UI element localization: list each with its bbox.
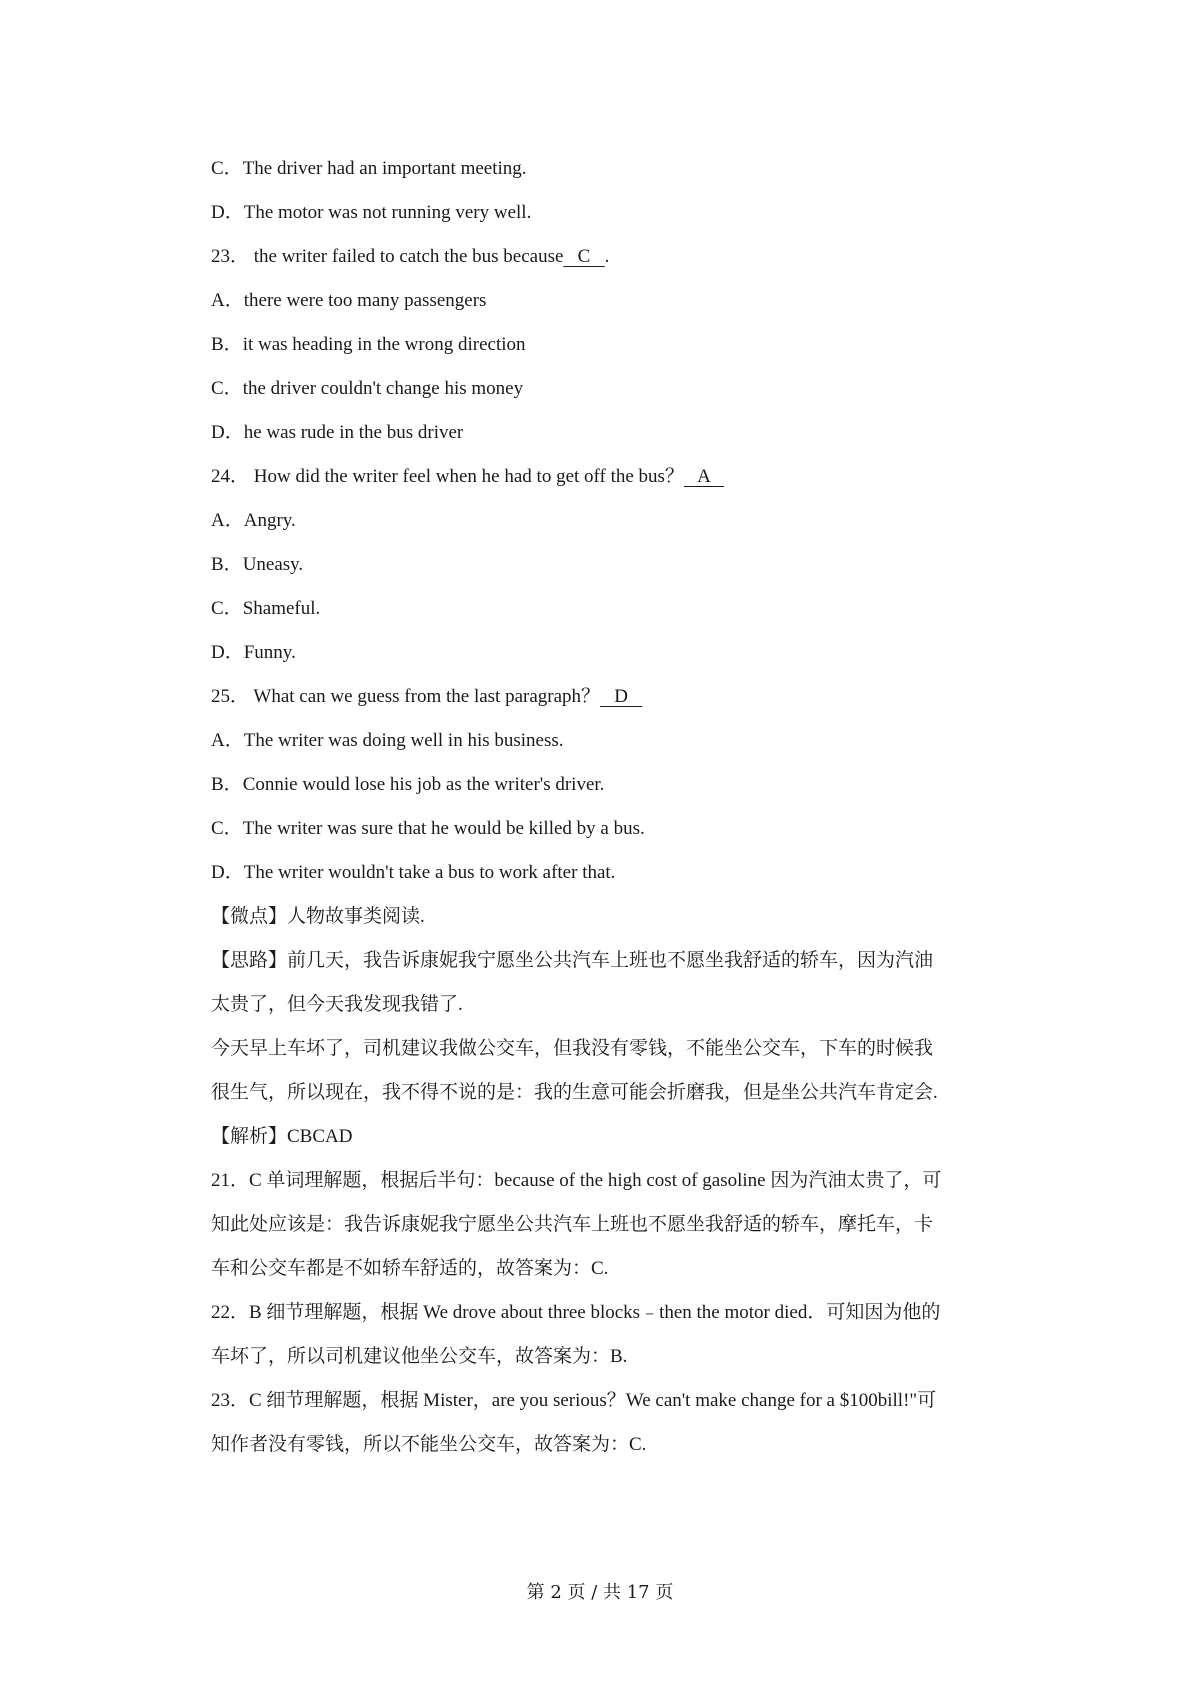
answer-23-line-1: 23．C 细节理解题，根据 Mister，are you serious？We can't make change for a $100bill!"可	[211, 1390, 937, 1411]
jiexi-heading: 【解析】CBCAD	[211, 1126, 353, 1147]
q24-stem: 24． How did the writer feel when he had to get off the bus？ A	[211, 463, 1031, 491]
answer-21-line-2: 知此处应该是：我告诉康妮我宁愿坐公共汽车上班也不愿坐我舒适的轿车，摩托车，卡	[211, 1214, 934, 1235]
q25-option-c: C．The writer was sure that he would be killed by a bus.	[211, 818, 645, 839]
q24-answer: A	[683, 466, 725, 487]
silu-line-3: 今天早上车坏了，司机建议我做公交车，但我没有零钱，不能坐公交车，下车的时候我	[211, 1038, 934, 1059]
q24-option-b: B．Uneasy.	[211, 554, 304, 575]
q24-option-d: D．Funny.	[211, 642, 296, 663]
answer-21-line-3: 车和公交车都是不如轿车舒适的，故答案为：C.	[211, 1258, 609, 1279]
silu-line-1: 【思路】前几天，我告诉康妮我宁愿坐公共汽车上班也不愿坐我舒适的轿车，因为汽油	[211, 950, 934, 971]
q24-option-a: A．Angry.	[211, 510, 296, 531]
q25-option-d: D．The writer wouldn't take a bus to work after that.	[211, 862, 616, 883]
answer-21-line-1: 21．C 单词理解题，根据后半句：because of the high cost of gasoline 因为汽油太贵了，可	[211, 1170, 942, 1191]
q25-option-a: A．The writer was doing well in his business.	[211, 730, 564, 751]
q23-option-b: B．it was heading in the wrong direction	[211, 334, 526, 355]
q23-stem: 23． the writer failed to catch the bus because C .	[211, 243, 1031, 271]
q23-option-d: D．he was rude in the bus driver	[211, 422, 464, 443]
answer-23-line-2: 知作者没有零钱，所以不能坐公交车，故答案为：C.	[211, 1434, 647, 1455]
q24-option-c: C．Shameful.	[211, 598, 321, 619]
weidian-heading: 【微点】人物故事类阅读.	[211, 906, 425, 927]
q23-answer: C	[563, 246, 605, 267]
q22-option-c: C．The driver had an important meeting.	[211, 158, 527, 179]
silu-line-4: 很生气，所以现在，我不得不说的是：我的生意可能会折磨我，但是坐公共汽车肯定会.	[211, 1082, 938, 1103]
q22-option-d: D．The motor was not running very well.	[211, 202, 532, 223]
answer-22-line-2: 车坏了，所以司机建议他坐公交车，故答案为：B.	[211, 1346, 628, 1367]
silu-line-2: 太贵了，但今天我发现我错了.	[211, 994, 463, 1015]
q25-answer: D	[600, 686, 643, 707]
answer-22-line-1: 22．B 细节理解题，根据 We drove about three blocks﹣then the motor died．可知因为他的	[211, 1302, 941, 1323]
q23-option-a: A．there were too many passengers	[211, 290, 487, 311]
page-footer: 第 2 页 / 共 17 页	[526, 1582, 674, 1603]
q25-stem: 25． What can we guess from the last paragraph？ D	[211, 683, 1031, 711]
q23-option-c: C．the driver couldn't change his money	[211, 378, 524, 399]
q25-option-b: B．Connie would lose his job as the writer's driver.	[211, 774, 605, 795]
